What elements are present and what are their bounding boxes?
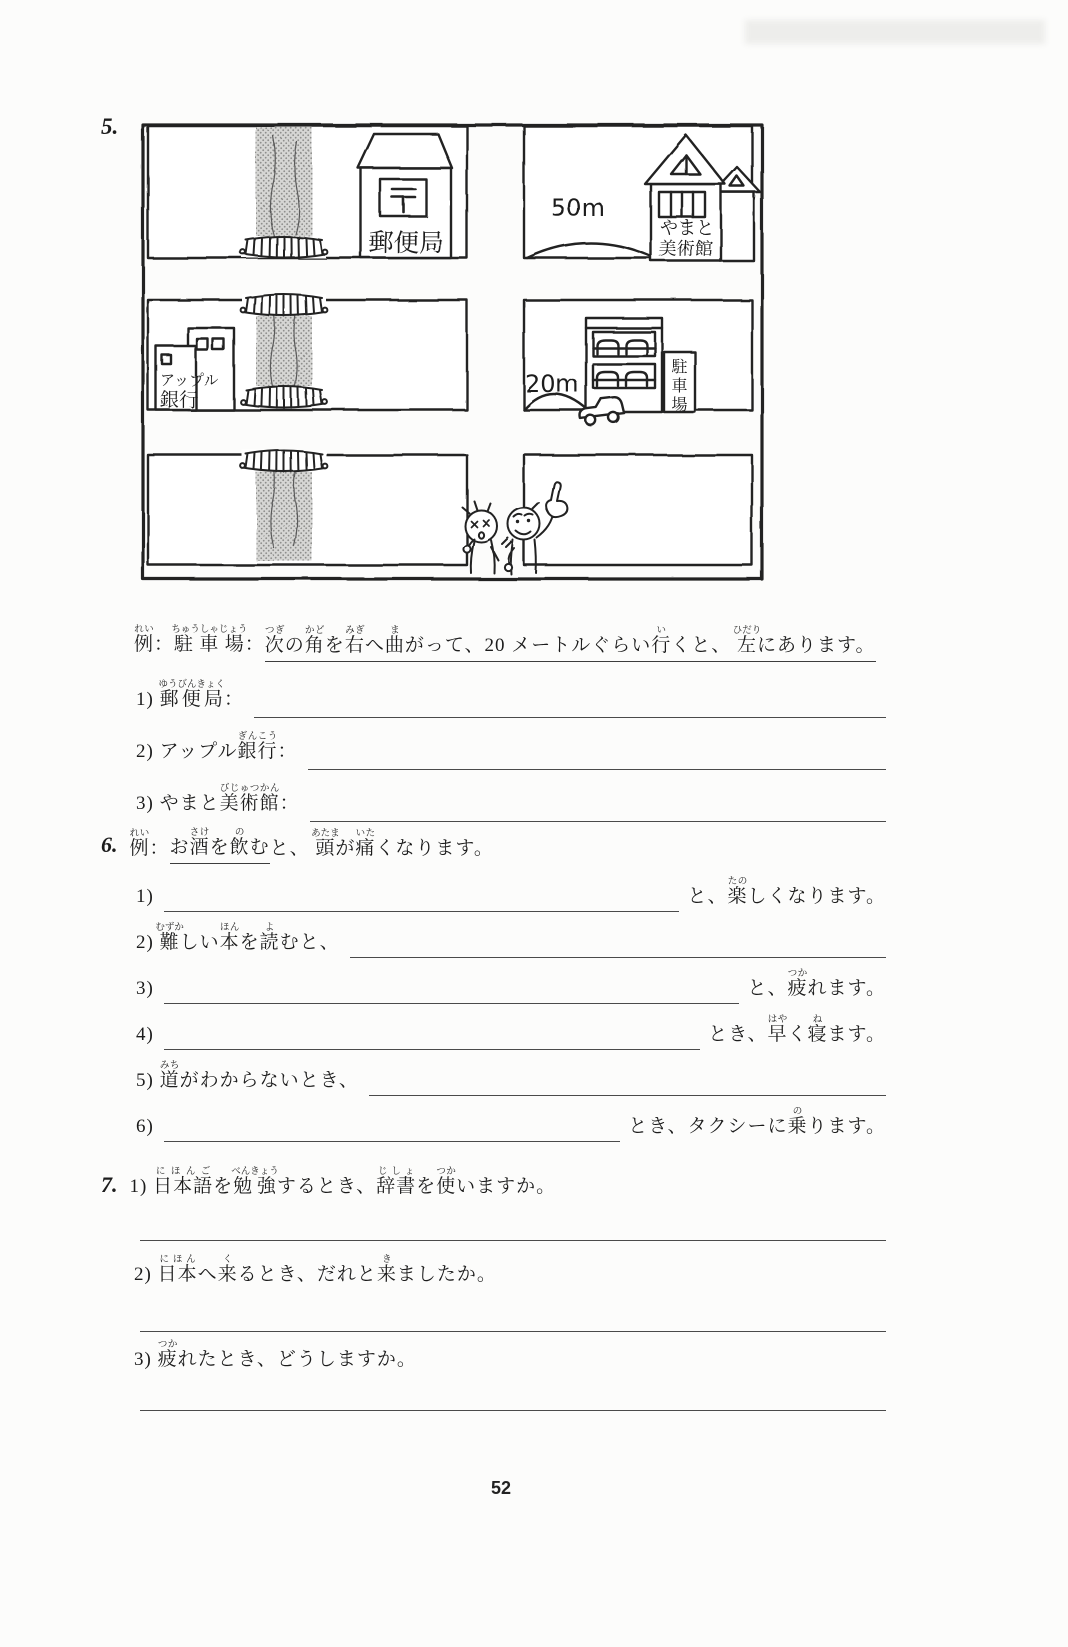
s5-item-2 [136,720,886,770]
bank-label-line2: 銀行 [160,389,199,411]
s6-example-rest: と、 頭あたまが痛いたくなります。 [269,829,494,859]
parking-sign-char2: 車 [671,376,688,395]
parking-sign-char1: 駐 [671,357,688,376]
s5-example-answer: 次つぎの角かどを右みぎへ曲まがって、20 メートルぐらい行いくと、 左ひだりにあります。 [265,626,876,662]
s6-item-4-answer-line [164,1049,700,1050]
section-6-number: 6. [101,832,118,857]
s7-answer-line-1 [140,1240,886,1241]
s7-question-1-label: 1) [129,1176,154,1197]
s6-item-3-post: と、疲つかれます。 [747,969,886,999]
s6-item-6-answer-line [164,1141,620,1142]
s6-example-label: 例れい： [129,829,170,859]
parking-sign-char3: 場 [671,395,688,414]
s6-item-6 [136,1106,886,1142]
s6-item-2-pre: 2) 難むずかしい本ほんを読よむと、 [136,923,340,953]
museum-label-line1: やまと [660,218,714,239]
section-5-number: 5. [101,114,119,139]
s5-item-1-label: 1) 郵便局ゆうびんきょく： [136,680,244,710]
post-office-building [358,134,452,258]
s6-item-1-pre: 1) [136,886,154,907]
s7-question-3-label: 3) [134,1349,158,1370]
s7-answer-line-2 [140,1331,886,1332]
s6-item-5 [136,1060,886,1096]
s7-question-2-text: 日本にほんへ来くるとき、だれと来きましたか。 [157,1255,497,1285]
s5-item-1 [136,668,886,718]
s5-item-2-label: 2) アップル銀行ぎんこう： [136,732,298,762]
s6-item-2 [136,922,886,958]
parking-sign [664,352,695,414]
s5-item-3-answer-line [310,821,886,822]
s6-item-1-post: と、楽たのしくなります。 [687,877,886,907]
distance-20m-label: 20m [525,370,579,398]
page-number: 52 [491,1478,512,1498]
section-7-number: 7. [101,1172,118,1197]
s6-item-3 [136,968,886,1004]
s6-item-1 [136,876,886,912]
s5-item-2-answer-line [308,769,886,770]
scan-artifact [745,20,1045,44]
s6-item-4-pre: 4) [136,1024,154,1045]
s7-question-3-text: 疲つかれたとき、どうしますか。 [157,1340,417,1370]
s6-item-6-post: とき、タクシーに乗のります。 [628,1107,886,1137]
s6-item-4 [136,1014,886,1050]
s7-question-1 [101,1164,556,1204]
s5-example-line [134,616,886,662]
s6-item-3-answer-line [164,1003,740,1004]
s5-item-3-label: 3) やまと美術館びじゅつかん： [136,784,300,814]
s5-example-label: 例れい：駐車場ちゅうしゃじょう： [134,625,265,655]
s6-example-underlined: お酒さけを飲のむ [170,828,270,864]
post-office-label: 郵便局 [368,228,444,257]
s6-item-2-answer-line [350,957,886,958]
s6-item-4-post: とき、早はやく寝ねます。 [708,1015,886,1045]
s7-answer-line-3 [140,1410,886,1411]
museum-label-line2: 美術館 [659,239,713,260]
s6-item-3-pre: 3) [136,978,154,999]
s6-item-5-answer-line [369,1095,886,1096]
s7-question-2 [134,1252,497,1292]
s6-item-5-pre: 5) 道みちがわからないとき、 [136,1061,359,1091]
s5-item-3 [136,772,886,822]
s6-item-6-pre: 6) [136,1116,154,1137]
bank-label-line1: アップル [160,371,219,389]
s7-question-3 [134,1337,417,1377]
s6-item-1-answer-line [164,911,680,912]
city-map-figure [140,122,765,582]
s7-question-1-text: 日本語にほんごを勉強べんきょうするとき、辞書じしょを使つかいますか。 [153,1167,557,1197]
s5-item-1-answer-line [254,717,886,718]
s7-question-2-label: 2) [134,1264,158,1285]
s6-example-line [101,828,886,864]
distance-50m-label: 50m [551,194,605,222]
